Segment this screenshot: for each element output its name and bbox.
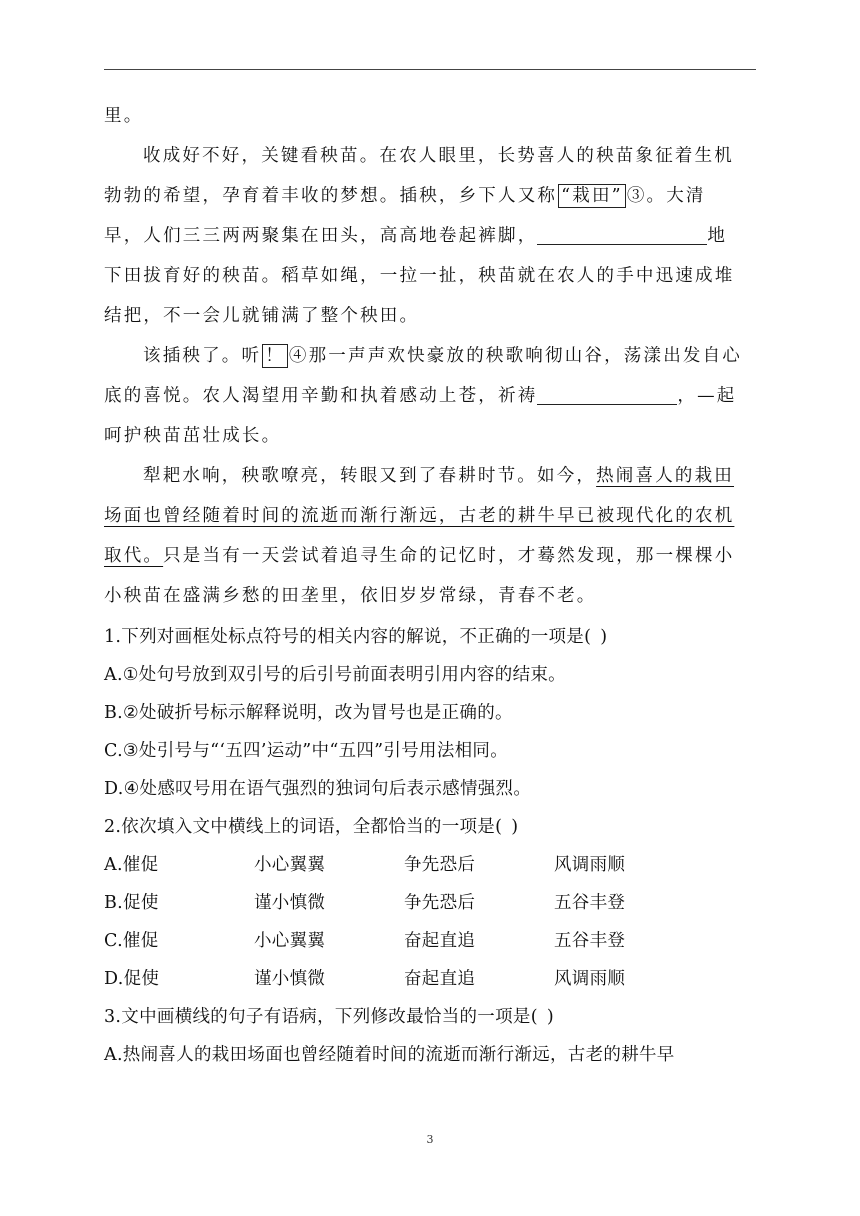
- passage-line: 底的喜悦。农人渴望用辛勤和执着感动上苍，祈祷 ，—起: [104, 376, 756, 416]
- page-number: 3: [426, 1133, 434, 1146]
- passage-line: 收成好不好，关键看秧苗。在农人眼里，长势喜人的秧苗象征着生机: [143, 146, 734, 166]
- question-2: 2.依次填入文中横线上的词语，全都恰当的一项是( ): [104, 817, 519, 837]
- passage-line: 里。: [104, 106, 144, 126]
- question-3: 3.文中画横线的句子有语病，下列修改最恰当的一项是( ): [104, 1007, 554, 1027]
- option-c: C.③处引号与“‘五四’运动”中“五四”引号用法相同。: [104, 741, 509, 761]
- passage-line: 取代。只是当有一天尝试着追寻生命的记忆时，才蓦然发现，那一棵棵小: [104, 546, 735, 566]
- option-row: C.催促 小心翼翼 奋起直追 五谷丰登: [104, 931, 626, 951]
- underlined-sentence: 热闹喜人的栽田: [596, 466, 735, 486]
- passage-line: 呵护秧苗茁壮成长。: [104, 426, 282, 446]
- underlined-sentence: 取代。: [104, 546, 164, 566]
- option-a: A.①处句号放到双引号的后引号前面表明引用内容的结束。: [104, 665, 566, 685]
- passage-line: 下田拔育好的秧苗。稻草如绳，一拉一扯，秧苗就在农人的手中迅速成堆: [104, 266, 735, 286]
- header-rule: [104, 69, 756, 70]
- question-1: 1.下列对画框处标点符号的相关内容的解说，不正确的一项是( ): [104, 627, 608, 647]
- punctuation-box-3: “栽田”: [558, 184, 626, 208]
- punctuation-box-4: ！: [262, 344, 288, 368]
- passage-line: 结把，不一会儿就铺满了整个秧田。: [104, 306, 420, 326]
- underlined-sentence: 场面也曾经随着时间的流逝而渐行渐远，古老的耕牛早已被现代化的农机: [104, 506, 735, 526]
- fill-blank: [537, 216, 707, 245]
- option-b: B.②处破折号标示解释说明，改为冒号也是正确的。: [104, 703, 513, 723]
- passage-line: 犁耙水响，秧歌嘹亮，转眼又到了春耕时节。如今，热闹喜人的栽田: [143, 466, 735, 486]
- passage-line: [104, 496, 756, 536]
- passage-line: 小秧苗在盛满乡愁的田垄里，依旧岁岁常绿，青春不老。: [104, 586, 597, 606]
- passage-line: 早，人们三三两两聚集在田头，高高地卷起裤脚， 地: [104, 216, 756, 256]
- passage-line: 该插秧了。听 ！ ④那一声声欢快豪放的秧歌响彻山谷，荡漾出发自心: [143, 346, 743, 366]
- option-row: A.催促 小心翼翼 争先恐后 风调雨顺: [104, 855, 626, 875]
- document-body: [104, 96, 756, 1074]
- option-a: A.热闹喜人的栽田场面也曾经随着时间的流逝而渐行渐远，古老的耕牛早: [104, 1045, 675, 1065]
- option-d: D.④处感叹号用在语气强烈的独词句后表示感情强烈。: [104, 779, 532, 799]
- option-row: B.促使 谨小慎微 争先恐后 五谷丰登: [104, 893, 626, 913]
- passage-line: 勃勃的希望，孕育着丰收的梦想。插秧，乡下人又称 “栽田” ③。大清: [104, 186, 706, 206]
- fill-blank: [537, 376, 677, 405]
- option-row: D.促使 谨小慎微 奋起直追 风调雨顺: [104, 969, 626, 989]
